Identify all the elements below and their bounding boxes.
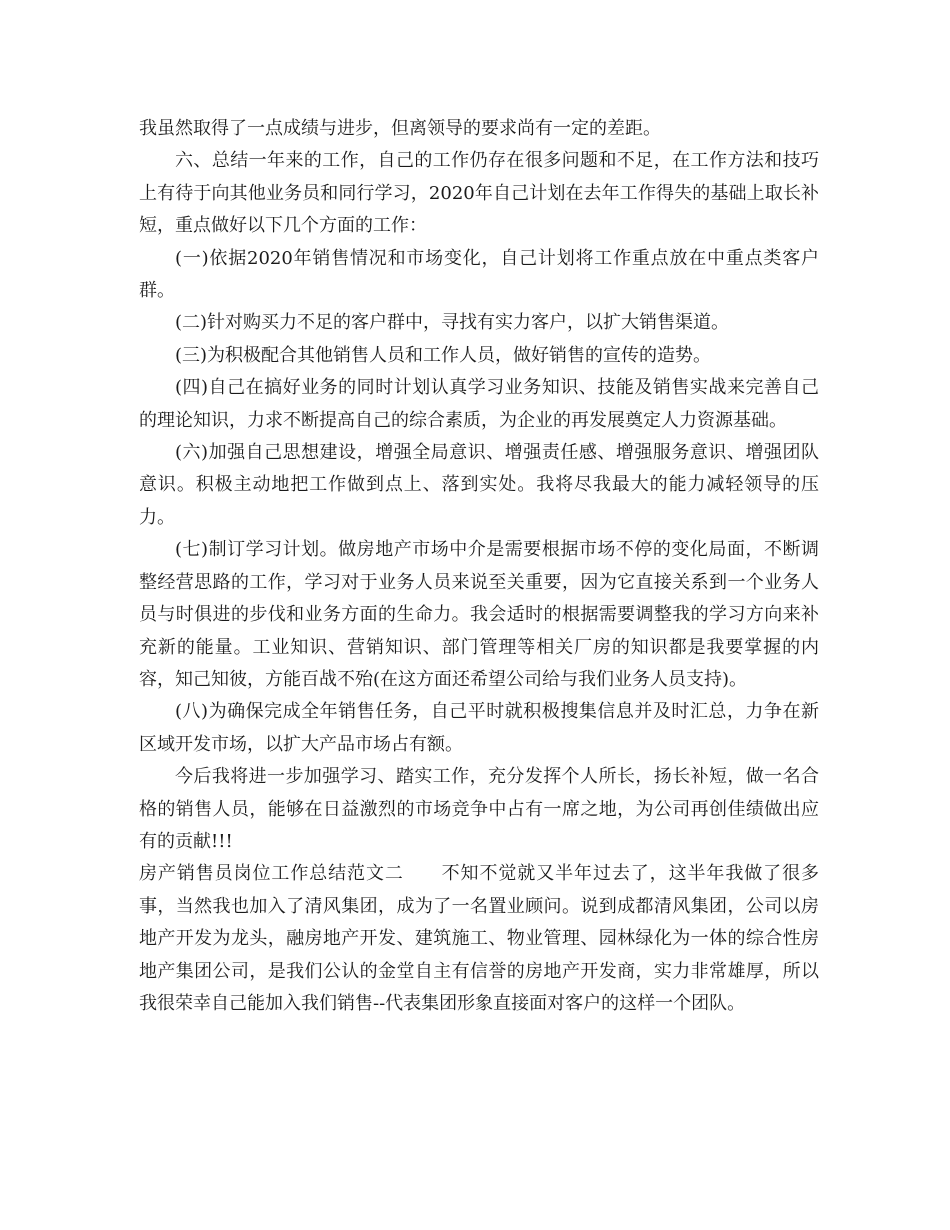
paragraph: 六、总结一年来的工作，自己的工作仍存在很多问题和不足，在工作方法和技巧上有待于向其他业务员和同行学习，2020年自己计划在去年工作得失的基础上取长补短，重点做好以下几个方面的工作： [139, 150, 819, 237]
paragraph: (六)加强自己思想建设，增强全局意识、增强责任感、增强服务意识、增强团队意识。积极主动地把工作做到点上、落到实处。我将尽我最大的能力减轻领导的压力。 [139, 442, 819, 528]
paragraph: (七)制订学习计划。做房地产市场中介是需要根据市场不停的变化局面，不断调整经营思路的工作，学习对于业务人员来说至关重要，因为它直接关系到一个业务人员与时俱进的步伐和业务方面的生命力。我会适时的根据需要调整我的学习方向来补充新的能量。工业知识、营销知识、部门管理等相关厂房的知识都是我要掌握的内容，知己知彼，方能百战不殆(在这方面还希望公司给与我们业务人员支持)。 [139, 539, 819, 690]
document-body [139, 113, 819, 1020]
paragraph: 房产销售员岗位工作总结范文二 不知不觉就又半年过去了，这半年我做了很多事，当然我也加入了清风集团，成为了一名置业顾问。说到成都清风集团，公司以房地产开发为龙头，融房地产开发、建筑施工、物业管理、园林绿化为一体的综合性房地产集团公司，是我们公认的金堂自主有信誉的房地产开发商，实力非常雄厚，所以我很荣幸自己能加入我们销售--代表集团形象直接面对客户的这样一个团队。 [139, 863, 819, 1014]
paragraph: 今后我将进一步加强学习、踏实工作，充分发挥个人所长，扬长补短，做一名合格的销售人员，能够在日益激烈的市场竞争中占有一席之地，为公司再创佳绩做出应有的贡献!!! [139, 766, 819, 852]
paragraph: (八)为确保完成全年销售任务，自己平时就积极搜集信息并及时汇总，力争在新区域开发市场，以扩大产品市场占有额。 [139, 701, 819, 755]
paragraph: 我虽然取得了一点成绩与进步，但离领导的要求尚有一定的差距。 [139, 118, 661, 139]
paragraph: (一)依据2020年销售情况和市场变化，自己计划将工作重点放在中重点类客户群。 [139, 247, 819, 302]
paragraph: (二)针对购买力不足的客户群中，寻找有实力客户，以扩大销售渠道。 [175, 312, 730, 334]
paragraph: (三)为积极配合其他销售人员和工作人员，做好销售的宣传的造势。 [175, 344, 712, 366]
paragraph: (四)自己在搞好业务的同时计划认真学习业务知识、技能及销售实战来完善自己的理论知识，力求不断提高自己的综合素质，为企业的再发展奠定人力资源基础。 [139, 377, 819, 431]
